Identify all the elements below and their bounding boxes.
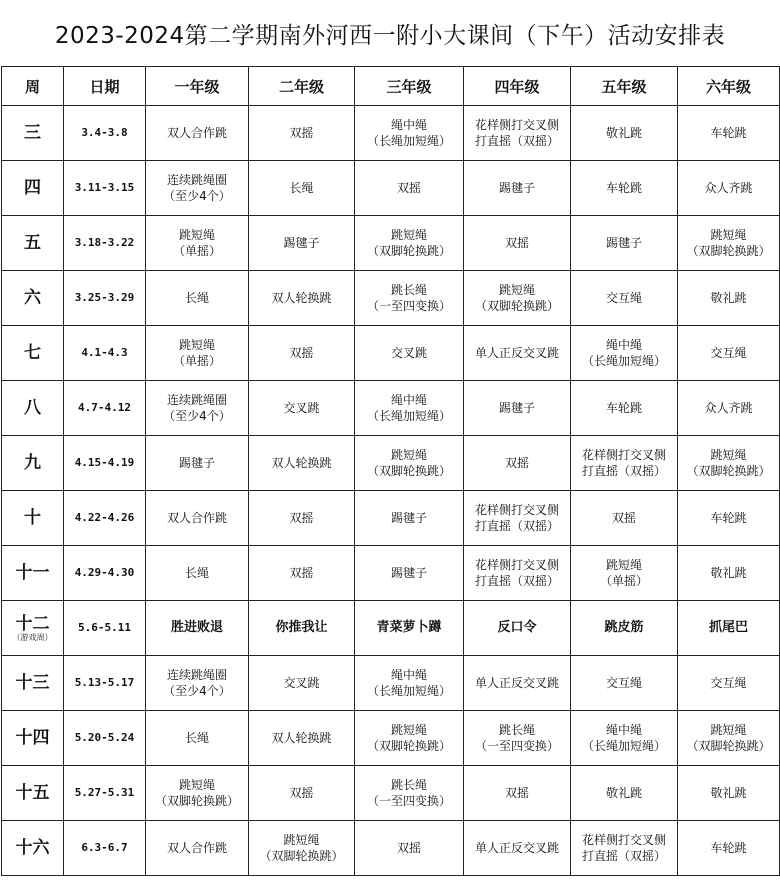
activity-line: 踢毽子 bbox=[390, 511, 427, 525]
activity-cell-grade-6 bbox=[678, 491, 780, 546]
activity-line: 踢毽子 bbox=[390, 566, 427, 580]
activity-line: 双摇 bbox=[289, 511, 314, 525]
activity-cell-grade-3 bbox=[355, 601, 464, 656]
header-grade-5: 五年级 bbox=[571, 67, 678, 106]
activity-cell-grade-3 bbox=[355, 381, 464, 436]
activity-line: 花样侧打交叉侧 bbox=[474, 558, 559, 572]
week-label: 九 bbox=[24, 453, 41, 473]
activity-line: 打直摇（双摇） bbox=[581, 464, 666, 478]
activity-line: 绳中绳 bbox=[605, 723, 642, 737]
activity-cell-grade-6 bbox=[678, 436, 780, 491]
activity-line: 打直摇（双摇） bbox=[474, 134, 559, 148]
activity-line: 跳短绳 bbox=[178, 228, 215, 242]
activity-cell-grade-4 bbox=[464, 656, 571, 711]
activity-line: （双脚轮换跳） bbox=[474, 299, 559, 313]
date-cell: 3.4-3.8 bbox=[64, 106, 146, 161]
activity-line: （单摇） bbox=[599, 574, 648, 588]
activity-cell-grade-5 bbox=[571, 381, 678, 436]
activity-line: 双人合作跳 bbox=[166, 126, 227, 140]
activity-cell-grade-2 bbox=[249, 106, 355, 161]
week-label: 三 bbox=[24, 123, 41, 143]
activity-line: （至少4个） bbox=[163, 409, 231, 423]
activity-cell-grade-1 bbox=[146, 106, 249, 161]
activity-line: 双人轮换跳 bbox=[271, 291, 332, 305]
activity-line: 绳中绳 bbox=[390, 393, 427, 407]
week-label: 四 bbox=[24, 178, 41, 198]
activity-cell-grade-2 bbox=[249, 161, 355, 216]
activity-cell-grade-6 bbox=[678, 161, 780, 216]
activity-line: 花样侧打交叉侧 bbox=[581, 448, 666, 462]
activity-line: 跳短绳 bbox=[498, 283, 535, 297]
activity-cell-grade-4 bbox=[464, 821, 571, 876]
activity-cell-grade-1 bbox=[146, 381, 249, 436]
schedule-table bbox=[1, 66, 780, 876]
activity-cell-grade-2 bbox=[249, 656, 355, 711]
activity-cell-grade-3 bbox=[355, 766, 464, 821]
activity-line: （至少4个） bbox=[163, 189, 231, 203]
activity-line: 跳短绳 bbox=[710, 228, 747, 242]
activity-line: （双脚轮换跳） bbox=[366, 244, 451, 258]
activity-line: 连续跳绳圈 bbox=[166, 173, 227, 187]
activity-cell-grade-5 bbox=[571, 601, 678, 656]
week-cell bbox=[2, 766, 64, 821]
activity-cell-grade-2 bbox=[249, 381, 355, 436]
activity-cell-grade-2 bbox=[249, 491, 355, 546]
activity-line: 踢毽子 bbox=[283, 236, 320, 250]
activity-line: 跳长绳 bbox=[390, 778, 427, 792]
table-row bbox=[2, 766, 780, 821]
activity-line: 双摇 bbox=[504, 236, 529, 250]
activity-line: 单人正反交叉跳 bbox=[474, 676, 559, 690]
activity-line: 跳短绳 bbox=[605, 558, 642, 572]
table-row bbox=[2, 436, 780, 491]
activity-cell-grade-6 bbox=[678, 381, 780, 436]
activity-cell-grade-3 bbox=[355, 546, 464, 601]
activity-line: （双脚轮换跳） bbox=[366, 739, 451, 753]
week-label: 八 bbox=[24, 398, 41, 418]
date-cell: 5.6-5.11 bbox=[64, 601, 146, 656]
activity-line: 双摇 bbox=[396, 841, 421, 855]
activity-cell-grade-1 bbox=[146, 161, 249, 216]
week-label: 十一 bbox=[15, 563, 50, 583]
activity-cell-grade-5 bbox=[571, 711, 678, 766]
activity-cell-grade-3 bbox=[355, 491, 464, 546]
activity-line: 踢毽子 bbox=[498, 181, 535, 195]
activity-line: 反口令 bbox=[497, 620, 537, 635]
activity-line: 打直摇（双摇） bbox=[474, 574, 559, 588]
activity-line: 双摇 bbox=[289, 346, 314, 360]
activity-line: （单摇） bbox=[172, 354, 221, 368]
activity-line: （双脚轮换跳） bbox=[366, 464, 451, 478]
activity-line: 绳中绳 bbox=[605, 338, 642, 352]
table-row bbox=[2, 271, 780, 326]
activity-line: 敬礼跳 bbox=[710, 786, 747, 800]
activity-line: （双脚轮换跳） bbox=[686, 464, 771, 478]
activity-line: 双摇 bbox=[396, 181, 421, 195]
activity-line: 跳短绳 bbox=[710, 723, 747, 737]
activity-cell-grade-5 bbox=[571, 491, 678, 546]
activity-line: 长绳 bbox=[184, 291, 209, 305]
activity-cell-grade-1 bbox=[146, 711, 249, 766]
activity-cell-grade-4 bbox=[464, 711, 571, 766]
activity-line: 车轮跳 bbox=[710, 126, 747, 140]
week-cell bbox=[2, 161, 64, 216]
activity-cell-grade-4 bbox=[464, 766, 571, 821]
table-row bbox=[2, 821, 780, 876]
header-week: 周 bbox=[2, 67, 64, 106]
activity-line: 跳短绳 bbox=[283, 833, 320, 847]
activity-cell-grade-4 bbox=[464, 326, 571, 381]
activity-line: 单人正反交叉跳 bbox=[474, 841, 559, 855]
week-cell bbox=[2, 821, 64, 876]
activity-cell-grade-2 bbox=[249, 326, 355, 381]
week-label: 十二 bbox=[15, 613, 50, 634]
week-cell bbox=[2, 271, 64, 326]
week-cell bbox=[2, 436, 64, 491]
activity-cell-grade-2 bbox=[249, 821, 355, 876]
activity-line: （双脚轮换跳） bbox=[259, 849, 344, 863]
activity-cell-grade-4 bbox=[464, 601, 571, 656]
date-cell: 4.7-4.12 bbox=[64, 381, 146, 436]
activity-cell-grade-6 bbox=[678, 766, 780, 821]
week-label: 十四 bbox=[15, 728, 50, 748]
activity-line: 长绳 bbox=[289, 181, 314, 195]
activity-line: 交互绳 bbox=[710, 676, 747, 690]
date-cell: 4.15-4.19 bbox=[64, 436, 146, 491]
week-label: 十六 bbox=[15, 838, 50, 858]
activity-line: 众人齐跳 bbox=[704, 181, 753, 195]
activity-cell-grade-1 bbox=[146, 436, 249, 491]
activity-line: 交互绳 bbox=[605, 676, 642, 690]
activity-line: 双摇 bbox=[611, 511, 636, 525]
activity-line: （一至四变换） bbox=[366, 794, 451, 808]
table-row bbox=[2, 546, 780, 601]
activity-cell-grade-4 bbox=[464, 491, 571, 546]
date-cell: 3.25-3.29 bbox=[64, 271, 146, 326]
week-note: （游戏周） bbox=[12, 632, 53, 642]
week-cell bbox=[2, 491, 64, 546]
activity-cell-grade-5 bbox=[571, 546, 678, 601]
activity-line: 跳短绳 bbox=[178, 778, 215, 792]
activity-cell-grade-3 bbox=[355, 656, 464, 711]
activity-line: 交叉跳 bbox=[390, 346, 427, 360]
activity-line: （双脚轮换跳） bbox=[686, 244, 771, 258]
activity-cell-grade-3 bbox=[355, 161, 464, 216]
activity-cell-grade-3 bbox=[355, 711, 464, 766]
activity-line: 青菜萝卜蹲 bbox=[376, 620, 442, 635]
table-row bbox=[2, 161, 780, 216]
activity-cell-grade-4 bbox=[464, 216, 571, 271]
activity-line: 连续跳绳圈 bbox=[166, 393, 227, 407]
activity-cell-grade-6 bbox=[678, 326, 780, 381]
activity-line: （长绳加短绳） bbox=[366, 134, 451, 148]
activity-cell-grade-3 bbox=[355, 216, 464, 271]
activity-line: 车轮跳 bbox=[605, 401, 642, 415]
activity-line: 踢毽子 bbox=[178, 456, 215, 470]
activity-line: （双脚轮换跳） bbox=[686, 739, 771, 753]
activity-cell-grade-1 bbox=[146, 271, 249, 326]
activity-cell-grade-3 bbox=[355, 271, 464, 326]
activity-cell-grade-2 bbox=[249, 601, 355, 656]
header-grade-1: 一年级 bbox=[146, 67, 249, 106]
date-cell: 5.20-5.24 bbox=[64, 711, 146, 766]
activity-cell-grade-1 bbox=[146, 821, 249, 876]
activity-line: 双人合作跳 bbox=[166, 511, 227, 525]
activity-cell-grade-3 bbox=[355, 821, 464, 876]
table-row bbox=[2, 106, 780, 161]
activity-cell-grade-5 bbox=[571, 436, 678, 491]
activity-line: 踢毽子 bbox=[498, 401, 535, 415]
table-row bbox=[2, 711, 780, 766]
activity-cell-grade-5 bbox=[571, 271, 678, 326]
activity-cell-grade-6 bbox=[678, 106, 780, 161]
week-label: 十五 bbox=[15, 783, 50, 803]
activity-cell-grade-1 bbox=[146, 491, 249, 546]
activity-line: 双摇 bbox=[289, 566, 314, 580]
activity-cell-grade-6 bbox=[678, 216, 780, 271]
activity-line: 敬礼跳 bbox=[605, 786, 642, 800]
week-cell bbox=[2, 326, 64, 381]
date-cell: 4.22-4.26 bbox=[64, 491, 146, 546]
week-cell bbox=[2, 106, 64, 161]
activity-cell-grade-1 bbox=[146, 601, 249, 656]
week-cell bbox=[2, 381, 64, 436]
activity-line: （至少4个） bbox=[163, 684, 231, 698]
activity-line: 长绳 bbox=[184, 566, 209, 580]
activity-line: 车轮跳 bbox=[710, 841, 747, 855]
header-date: 日期 bbox=[64, 67, 146, 106]
header-grade-6: 六年级 bbox=[678, 67, 780, 106]
activity-line: 长绳 bbox=[184, 731, 209, 745]
week-label: 十三 bbox=[15, 673, 50, 693]
activity-line: 敬礼跳 bbox=[605, 126, 642, 140]
activity-line: 花样侧打交叉侧 bbox=[581, 833, 666, 847]
week-label: 七 bbox=[24, 343, 41, 363]
schedule-body bbox=[2, 106, 780, 876]
activity-line: 胜进败退 bbox=[170, 620, 223, 635]
activity-line: （长绳加短绳） bbox=[581, 739, 666, 753]
activity-line: 你推我让 bbox=[275, 620, 328, 635]
activity-cell-grade-5 bbox=[571, 106, 678, 161]
activity-cell-grade-2 bbox=[249, 436, 355, 491]
activity-cell-grade-6 bbox=[678, 271, 780, 326]
week-label: 六 bbox=[24, 288, 41, 308]
activity-line: 打直摇（双摇） bbox=[474, 519, 559, 533]
activity-line: 交叉跳 bbox=[283, 676, 320, 690]
activity-line: （一至四变换） bbox=[366, 299, 451, 313]
date-cell: 4.29-4.30 bbox=[64, 546, 146, 601]
activity-line: 车轮跳 bbox=[710, 511, 747, 525]
activity-line: 敬礼跳 bbox=[710, 291, 747, 305]
activity-line: 抓尾巴 bbox=[708, 620, 748, 635]
activity-line: 众人齐跳 bbox=[704, 401, 753, 415]
activity-cell-grade-3 bbox=[355, 436, 464, 491]
activity-line: 打直摇（双摇） bbox=[581, 849, 666, 863]
week-label: 十 bbox=[24, 508, 41, 528]
date-cell: 5.13-5.17 bbox=[64, 656, 146, 711]
date-cell: 5.27-5.31 bbox=[64, 766, 146, 821]
activity-cell-grade-3 bbox=[355, 326, 464, 381]
week-cell bbox=[2, 601, 64, 656]
date-cell: 6.3-6.7 bbox=[64, 821, 146, 876]
activity-cell-grade-5 bbox=[571, 656, 678, 711]
activity-cell-grade-5 bbox=[571, 161, 678, 216]
header-grade-3: 三年级 bbox=[355, 67, 464, 106]
activity-line: 敬礼跳 bbox=[710, 566, 747, 580]
activity-cell-grade-4 bbox=[464, 161, 571, 216]
activity-line: 跳短绳 bbox=[390, 448, 427, 462]
page-title: 2023-2024第二学期南外河西一附小大课间（下午）活动安排表 bbox=[54, 22, 726, 49]
activity-line: 跳长绳 bbox=[498, 723, 535, 737]
activity-line: （长绳加短绳） bbox=[366, 409, 451, 423]
activity-line: 跳皮筋 bbox=[604, 620, 644, 635]
activity-cell-grade-6 bbox=[678, 601, 780, 656]
activity-cell-grade-4 bbox=[464, 106, 571, 161]
activity-line: 双摇 bbox=[504, 786, 529, 800]
table-row bbox=[2, 601, 780, 656]
activity-cell-grade-5 bbox=[571, 766, 678, 821]
activity-cell-grade-1 bbox=[146, 766, 249, 821]
table-row bbox=[2, 216, 780, 271]
activity-cell-grade-3 bbox=[355, 106, 464, 161]
activity-cell-grade-2 bbox=[249, 216, 355, 271]
activity-line: 连续跳绳圈 bbox=[166, 668, 227, 682]
header-grade-2: 二年级 bbox=[249, 67, 355, 106]
activity-cell-grade-1 bbox=[146, 546, 249, 601]
activity-cell-grade-2 bbox=[249, 766, 355, 821]
date-cell: 3.18-3.22 bbox=[64, 216, 146, 271]
activity-cell-grade-1 bbox=[146, 216, 249, 271]
table-row bbox=[2, 326, 780, 381]
activity-line: 踢毽子 bbox=[605, 236, 642, 250]
activity-line: 双人轮换跳 bbox=[271, 731, 332, 745]
activity-line: 双人轮换跳 bbox=[271, 456, 332, 470]
activity-cell-grade-4 bbox=[464, 271, 571, 326]
activity-cell-grade-4 bbox=[464, 546, 571, 601]
activity-cell-grade-4 bbox=[464, 381, 571, 436]
activity-line: 双人合作跳 bbox=[166, 841, 227, 855]
activity-line: （双脚轮换跳） bbox=[154, 794, 239, 808]
header-row bbox=[2, 67, 780, 106]
activity-line: 跳短绳 bbox=[710, 448, 747, 462]
activity-cell-grade-2 bbox=[249, 711, 355, 766]
activity-line: 花样侧打交叉侧 bbox=[474, 503, 559, 517]
activity-line: 交互绳 bbox=[710, 346, 747, 360]
week-cell bbox=[2, 546, 64, 601]
week-cell bbox=[2, 711, 64, 766]
header-grade-4: 四年级 bbox=[464, 67, 571, 106]
activity-line: 双摇 bbox=[289, 786, 314, 800]
activity-line: 绳中绳 bbox=[390, 118, 427, 132]
activity-cell-grade-1 bbox=[146, 326, 249, 381]
week-cell bbox=[2, 656, 64, 711]
activity-line: 跳短绳 bbox=[178, 338, 215, 352]
activity-line: 绳中绳 bbox=[390, 668, 427, 682]
activity-line: 跳长绳 bbox=[390, 283, 427, 297]
activity-cell-grade-5 bbox=[571, 821, 678, 876]
activity-cell-grade-6 bbox=[678, 546, 780, 601]
activity-line: （单摇） bbox=[172, 244, 221, 258]
date-cell: 3.11-3.15 bbox=[64, 161, 146, 216]
activity-cell-grade-1 bbox=[146, 656, 249, 711]
week-cell bbox=[2, 216, 64, 271]
activity-cell-grade-6 bbox=[678, 711, 780, 766]
table-row bbox=[2, 656, 780, 711]
activity-cell-grade-4 bbox=[464, 436, 571, 491]
date-cell: 4.1-4.3 bbox=[64, 326, 146, 381]
activity-cell-grade-2 bbox=[249, 271, 355, 326]
table-row bbox=[2, 381, 780, 436]
activity-cell-grade-6 bbox=[678, 821, 780, 876]
activity-line: 双摇 bbox=[289, 126, 314, 140]
activity-line: 单人正反交叉跳 bbox=[474, 346, 559, 360]
activity-line: 双摇 bbox=[504, 456, 529, 470]
activity-line: 花样侧打交叉侧 bbox=[474, 118, 559, 132]
activity-cell-grade-5 bbox=[571, 326, 678, 381]
activity-line: 交叉跳 bbox=[283, 401, 320, 415]
activity-line: 车轮跳 bbox=[605, 181, 642, 195]
activity-cell-grade-6 bbox=[678, 656, 780, 711]
table-row bbox=[2, 491, 780, 546]
activity-line: 跳短绳 bbox=[390, 723, 427, 737]
activity-line: （一至四变换） bbox=[474, 739, 559, 753]
activity-line: （长绳加短绳） bbox=[366, 684, 451, 698]
activity-cell-grade-2 bbox=[249, 546, 355, 601]
activity-line: （长绳加短绳） bbox=[581, 354, 666, 368]
week-label: 五 bbox=[24, 233, 41, 253]
activity-cell-grade-5 bbox=[571, 216, 678, 271]
activity-line: 交互绳 bbox=[605, 291, 642, 305]
activity-line: 跳短绳 bbox=[390, 228, 427, 242]
